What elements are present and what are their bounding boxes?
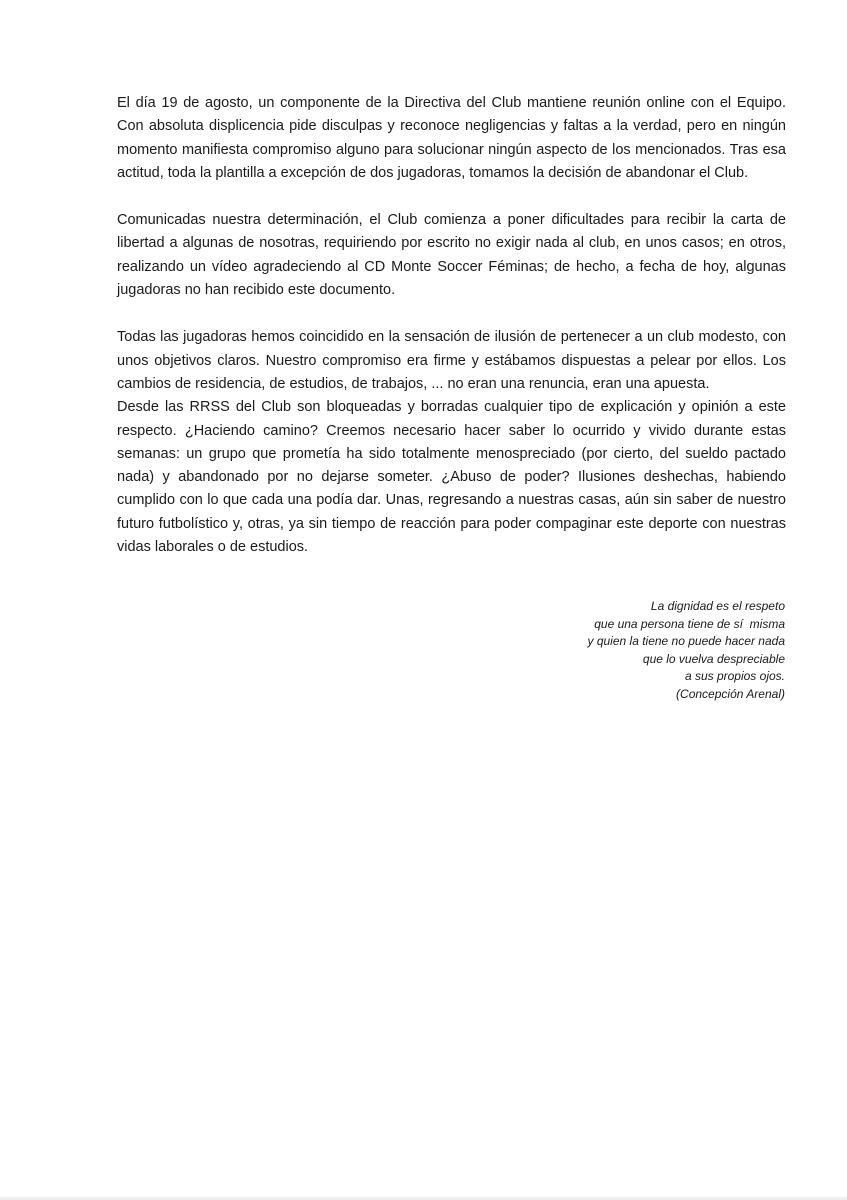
epigraph-quote xyxy=(465,598,785,704)
quote-line: La dignidad es el respeto xyxy=(650,599,785,613)
quote-line: a sus propios ojos. xyxy=(684,669,785,684)
document-body xyxy=(117,92,786,583)
quote-line: que lo vuelva despreciable xyxy=(642,651,785,666)
quote-line: que una persona tiene de sí misma xyxy=(594,616,785,631)
paragraph-commitment: Todas las jugadoras hemos coincidido en la sensación de ilusión de pertenecer a un club modesto, con unos objetivos claros. Nuestro compromiso era firme y estábamos dispuestas a pelear por ellos. Los cambios de residencia, de estudios, de trabajos, ... no eran una renuncia, eran una apuesta. xyxy=(117,329,786,392)
quote-attribution: (Concepción Arenal) xyxy=(676,686,785,701)
quote-line: y quien la tiene no puede hacer nada xyxy=(587,634,785,649)
paragraph-social-media: Desde las RRSS del Club son bloqueadas y borradas cualquier tipo de explicación y opinión a este respecto. ¿Haciendo camino? Creemos necesario hacer saber lo ocurrido y vivido durante estas semanas: un grupo que prometía ha sido totalmente menospreciado (por cierto, del sueldo pactado nada) y abandonado por no dejarse someter. ¿Abuso de poder? Ilusiones deshechas, habiendo cumplido con lo que cada una podía dar. Unas, regresando a nuestras casas, aún sin saber de nuestro futuro futbolístico y, otras, ya sin tiempo de reacción para poder compaginar este deporte con nuestras vidas laborales o de estudios. xyxy=(117,399,786,556)
paragraph-meeting: El día 19 de agosto, un componente de la Directiva del Club mantiene reunión online con el Equipo. Con absoluta displicencia pide disculpas y reconoce negligencias y faltas a la verdad, pero en ningún momento manifiesta compromiso alguno para solucionar ningún aspecto de los mencionados. Tras esa actitud, toda la plantilla a excepción de dos jugadoras, tomamos la decisión de abandonar el Club. xyxy=(117,95,786,181)
paragraph-release-letter: Comunicadas nuestra determinación, el Club comienza a poner dificultades para recibir la carta de libertad a algunas de nosotras, requiriendo por escrito no exigir nada al club, en unos casos; en otros, realizando un vídeo agradeciendo al CD Monte Soccer Féminas; de hecho, a fecha de hoy, algunas jugadoras no han recibido este documento. xyxy=(117,212,786,299)
